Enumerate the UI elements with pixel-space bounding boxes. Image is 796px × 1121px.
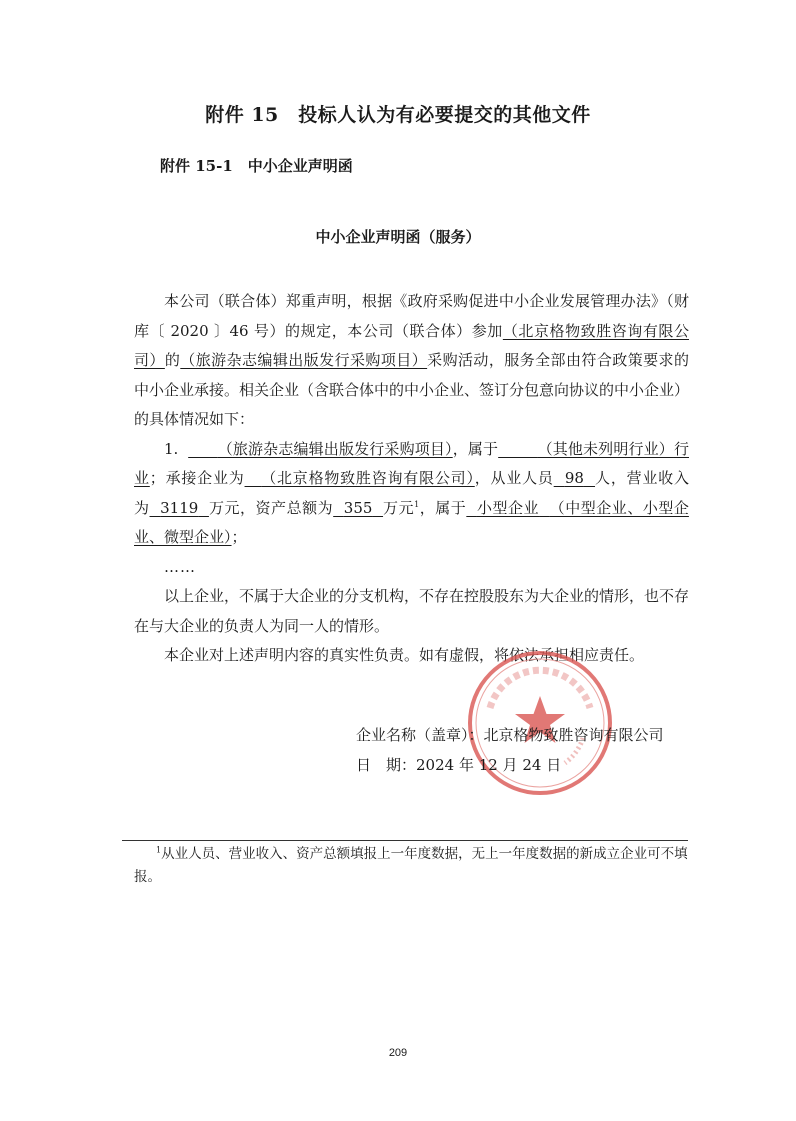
declaration-paragraph-independence: 以上企业，不属于大企业的分支机构，不存在控股股东为大企业的情形，也不存在与大企业的负责人为同一人的情形。: [134, 587, 690, 635]
intro-connector: 的: [164, 351, 181, 369]
item-belongs: ，属于: [452, 439, 499, 458]
signature-block: [356, 720, 664, 780]
date-label: 日 期：: [356, 756, 417, 774]
footnote-marker: 1: [414, 499, 420, 509]
item-type-options: （中型企业、小型企业、微型企业）: [134, 498, 689, 546]
section-subtitle: 附件 15-1 中小企业声明函: [160, 157, 353, 175]
item-end: ；: [231, 528, 247, 546]
buyer-name: （北京格物致胜咨询有限公司）: [134, 321, 689, 369]
footnote-number: 1: [156, 845, 162, 855]
item-type-label: ，属于: [419, 498, 467, 517]
footnote-text: 从业人员、营业收入、资产总额填报上一年度数据，无上一年度数据的新成立企业可不填报。: [134, 846, 688, 885]
date-value: 2024 年 12 月 24 日: [416, 756, 562, 774]
declaration-paragraph-intro: [134, 287, 689, 435]
intro-rest: 采购活动，服务全部由符合政策要求的中小企业承接。相关企业（含联合体中的中小企业、签订分包意向协议的中小企业）的具体情况如下：: [134, 351, 690, 428]
item-assets: 355: [343, 498, 373, 517]
item-project: （旅游杂志编辑出版发行采购项目）: [217, 439, 453, 458]
page-title: 附件 15 投标人认为有必要提交的其他文件: [205, 104, 591, 126]
company-name: 北京格物致胜咨询有限公司: [483, 726, 664, 744]
ellipsis: ……: [164, 557, 196, 576]
signature-date-line: [356, 750, 664, 780]
enterprise-item: [134, 435, 689, 553]
declaration-title: 中小企业声明函（服务）: [315, 228, 481, 246]
project-name: （旅游杂志编辑出版发行采购项目）: [180, 351, 428, 369]
item-assets-unit: 万元: [383, 498, 415, 517]
item-industry: （其他未列明行业）行业: [134, 439, 689, 487]
declaration-paragraph-responsibility: 本企业对上述声明内容的真实性负责。如有虚假，将依法承担相应责任。: [164, 646, 645, 664]
item-type: 小型企业: [476, 498, 540, 517]
item-contractor: （北京格物致胜咨询有限公司）: [261, 469, 475, 487]
item-employees-label: ，从业人员: [474, 469, 554, 487]
item-contractor-label: ；承接企业为: [149, 469, 245, 487]
footnote-divider: [122, 840, 688, 841]
item-revenue: 3119: [160, 498, 199, 517]
company-label: 企业名称（盖章）：: [356, 726, 484, 744]
signature-company-line: [356, 720, 664, 750]
declaration-body: [134, 287, 689, 671]
item-revenue-label: 人，营业收入为: [134, 469, 689, 517]
item-assets-label: 万元，资产总额为: [208, 498, 334, 517]
item-employees: 98: [564, 469, 584, 487]
item-number: 1.: [164, 439, 179, 458]
page-number: 209: [388, 1047, 408, 1059]
intro-text: 本公司（联合体）郑重声明，根据《政府采购促进中小企业发展管理办法》（财库〔 2020 〕46 号）的规定，本公司（联合体）参加: [134, 292, 689, 340]
footnote: [134, 843, 689, 889]
